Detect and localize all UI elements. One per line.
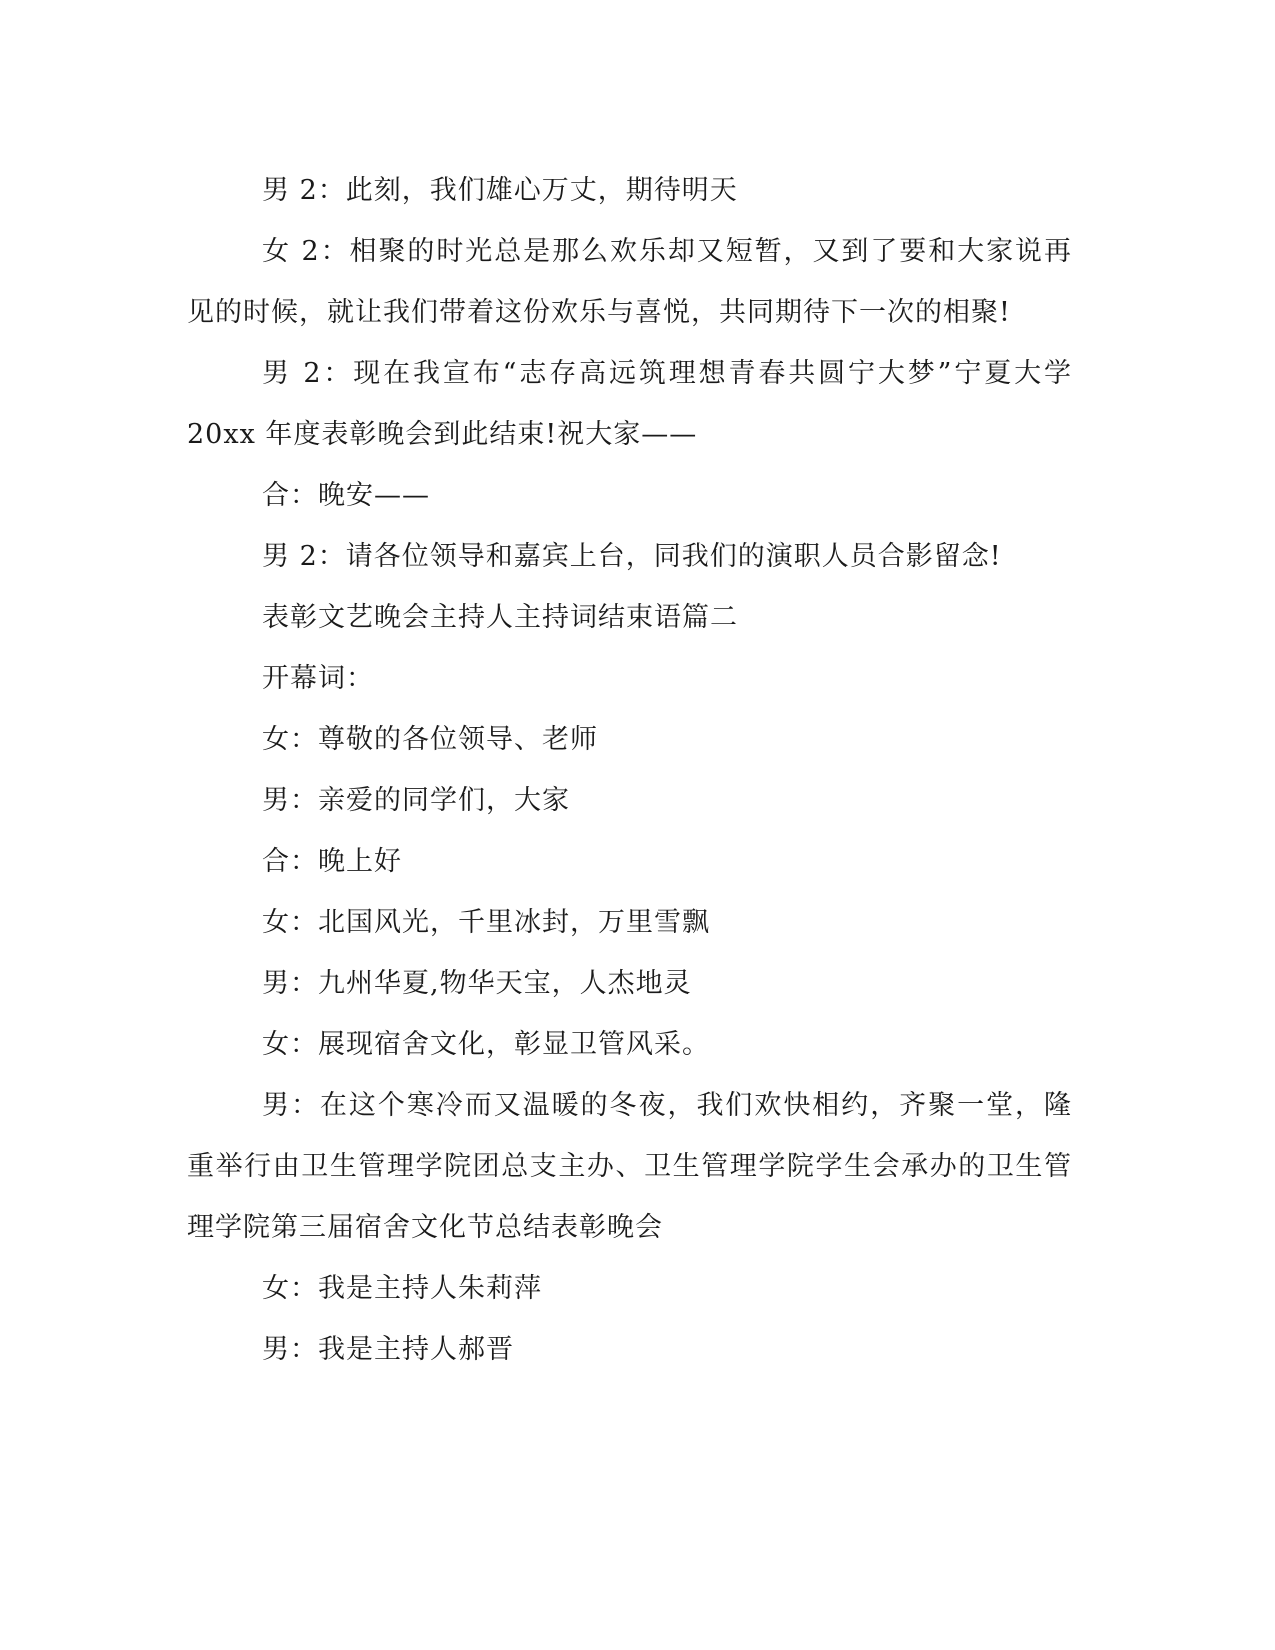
paragraph: 男：我是主持人郝晋: [262, 1334, 514, 1365]
paragraph: 合：晚安——: [262, 480, 430, 511]
paragraph: 女 2：相聚的时光总是那么欢乐却又短暂，又到了要和大家说再见的时候，就让我们带着这份欢乐与喜悦，共同期待下一次的相聚!: [187, 236, 1072, 328]
paragraph: 男：在这个寒冷而又温暖的冬夜，我们欢快相约，齐聚一堂，隆重举行由卫生管理学院团总支主办、卫生管理学院学生会承办的卫生管理学院第三届宿舍文化节总结表彰晚会: [187, 1090, 1072, 1243]
paragraph: 女：北国风光，千里冰封，万里雪飘: [262, 907, 710, 938]
paragraph: 男 2：此刻，我们雄心万丈，期待明天: [262, 175, 738, 206]
paragraph: 女：我是主持人朱莉萍: [262, 1273, 542, 1304]
paragraph: 合：晚上好: [262, 846, 402, 877]
paragraph: 开幕词：: [262, 663, 374, 694]
section-heading: 表彰文艺晚会主持人主持词结束语篇二: [262, 602, 738, 633]
paragraph: 女：尊敬的各位领导、老师: [262, 724, 598, 755]
paragraph: 男：九州华夏,物华天宝，人杰地灵: [262, 968, 692, 999]
paragraph: 男 2：请各位领导和嘉宾上台，同我们的演职人员合影留念!: [262, 541, 1002, 572]
paragraph: 女：展现宿舍文化，彰显卫管风采。: [262, 1029, 710, 1060]
paragraph: 男：亲爱的同学们，大家: [262, 785, 570, 816]
document-body: [187, 160, 1072, 1380]
paragraph: 男 2：现在我宣布“志存高远筑理想青春共圆宁大梦”宁夏大学 20xx 年度表彰晚会到此结束!祝大家——: [187, 358, 1072, 450]
